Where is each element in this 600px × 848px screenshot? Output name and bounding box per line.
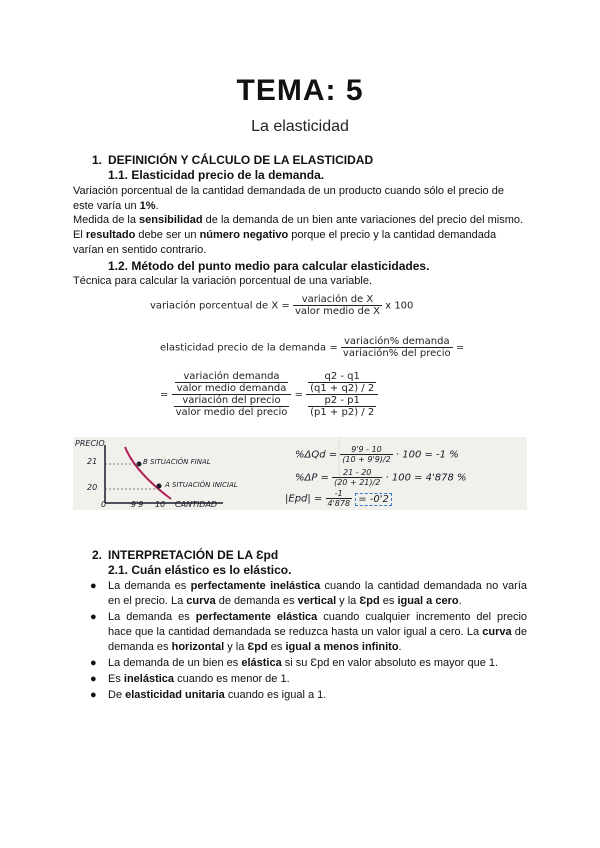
hw-x0: 0	[101, 500, 107, 509]
paragraph-sensibilidad: Medida de la sensibilidad de la demanda de un bien ante variaciones del precio del mismo.	[73, 214, 524, 226]
formula-punto-medio: = $\frac{\frac{\text{variación demanda}}{\text{valor medio demanda}}}{\frac{\text{variación del precio}}{\text{valor medio del precio}}}$ = $\frac{\frac{q2 - q1}{(q1 + q2) / 2}}{\frac{p2 - p1}{(p1 + p2) / 2}}$	[160, 371, 378, 418]
definition-line-2: este varía un 1%.	[73, 200, 159, 212]
hw-label-b: B SITUACIÓN FINAL	[143, 458, 211, 466]
section-1-2-heading: 1.2. Método del punto medio para calcular elasticidades.	[108, 259, 430, 273]
hw-tick-20: 20	[87, 483, 98, 492]
list-item: ● De elasticidad unitaria cuando es igual a 1.	[90, 689, 327, 701]
list-item: ● La demanda es perfectamente elástica cuando cualquier incremento del precio hace que la cantidad demandada se reduzca hasta un valor igual a cero. La curva de demanda es horizontal y la Ɛpd es igual a menos infinito.	[90, 611, 528, 653]
section-1-1-heading: 1.1. Elasticidad precio de la demanda.	[108, 168, 325, 182]
hw-x2: 10	[155, 500, 166, 509]
list-item: ● Es inelástica cuando es menor de 1.	[90, 673, 290, 685]
paragraph-resultado: El resultado debe ser un número negativo porque el precio y la cantidad demandada varían en sentido contrario.	[73, 229, 497, 256]
hw-x-label: CANTIDAD	[175, 500, 218, 509]
hw-x1: 9'9	[131, 500, 144, 509]
paragraph-tecnica: Técnica para calcular la variación porcentual de una variable.	[73, 275, 373, 287]
hw-tick-21: 21	[87, 457, 98, 466]
list-item: ● La demanda es perfectamente inelástica cuando la cantidad demandada no varía en el precio. La curva de demanda es vertical y la Ɛpd es igual a cero.	[90, 580, 527, 607]
section-2-1-heading: 2.1. Cuán elástico es lo elástico.	[108, 563, 292, 577]
list-item: ● La demanda de un bien es elástica si su Ɛpd en valor absoluto es mayor que 1.	[90, 657, 499, 669]
page-subtitle: La elasticidad	[251, 118, 349, 135]
handwritten-example	[73, 437, 527, 510]
hw-eq-elasticity: |Epd| = $\frac{-1}{4'878}$ = -0'2	[285, 489, 392, 508]
hw-eq-price: %ΔP = $\frac{21 - 20}{(20 + 21)/2}$ · 100 = 4'878 %	[295, 468, 467, 487]
section-1-heading	[92, 153, 373, 167]
hw-y-label: PRECIO	[75, 439, 105, 448]
paragraph-definition	[73, 184, 526, 214]
section-2-number: 2.	[92, 548, 103, 562]
hw-label-a: A SITUACIÓN INICIAL	[165, 481, 238, 489]
section-2-heading	[92, 548, 278, 562]
formula-elasticidad-precio: elasticidad precio de la demanda = $\frac{\text{variación\% demanda}}{\text{variación\% del precio}}$ =	[160, 336, 465, 359]
section-1-title: DEFINICIÓN Y CÁLCULO DE LA ELASTICIDAD	[108, 153, 374, 167]
definition-line-1: Variación porcentual de la cantidad demandada de un producto cuando sólo el precio de	[73, 185, 504, 197]
hw-eq-quantity: %ΔQd = $\frac{9'9 - 10}{(10 + 9'9)/2}$ · 100 = -1 %	[295, 445, 459, 464]
page-title: TEMA: 5	[236, 74, 364, 107]
section-1-number: 1.	[92, 153, 103, 167]
bullet-list	[90, 579, 527, 704]
formula-variacion-porcentual: variación porcentual de X = $\frac{\text{variación de X}}{\text{valor medio de X}}$ x 100	[150, 294, 414, 317]
section-2-title: INTERPRETACIÓN DE LA Ɛpd	[108, 548, 279, 562]
